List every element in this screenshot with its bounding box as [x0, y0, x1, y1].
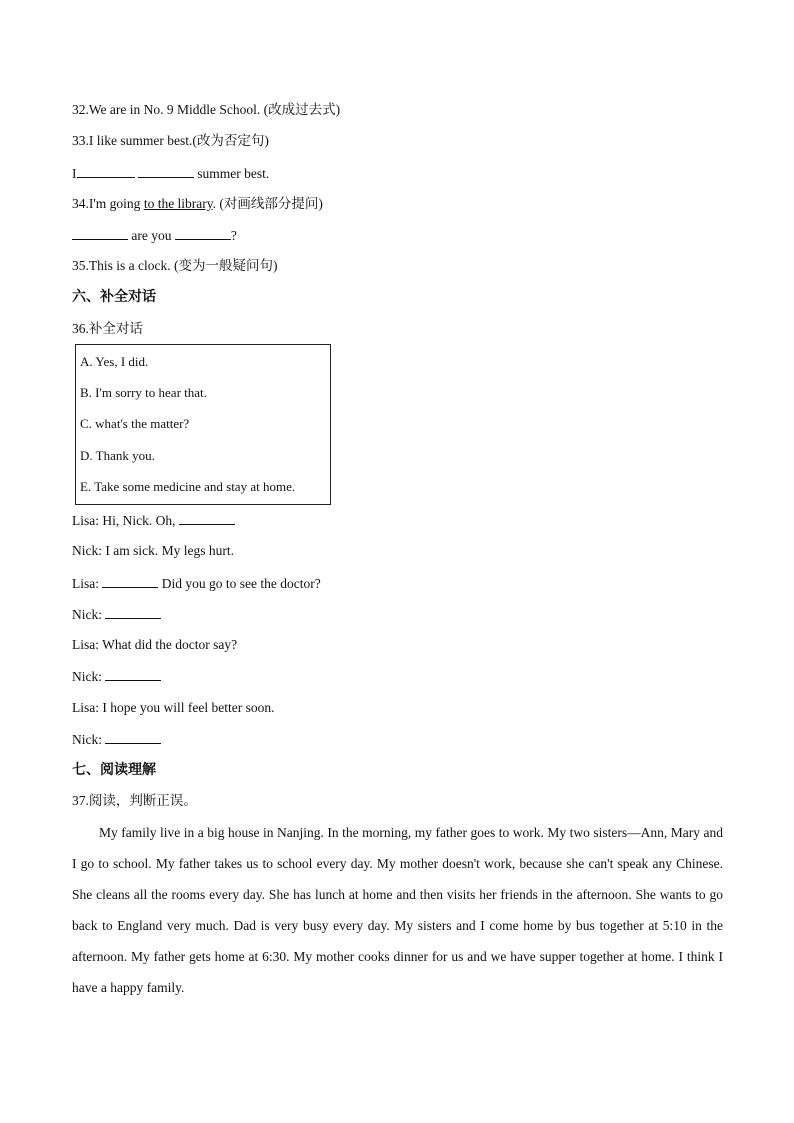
dialogue-text: Nick: — [72, 607, 106, 622]
answer-blank[interactable] — [105, 730, 161, 744]
question-33-answer-line — [72, 164, 269, 183]
answer-blank[interactable] — [179, 511, 235, 525]
answer-blank[interactable] — [175, 226, 231, 240]
section-7-title: 七、阅读理解 — [72, 762, 156, 778]
dialogue-line — [72, 667, 161, 686]
dialogue-text-after: Did you go to see the doctor? — [158, 576, 321, 591]
dialogue-line — [72, 605, 161, 624]
dialogue-text: Nick: I am sick. My legs hurt. — [72, 543, 234, 558]
q34-suffix: . (对画线部分提问) — [212, 196, 323, 211]
dialogue-line — [72, 699, 274, 717]
dialogue-text: Nick: — [72, 732, 106, 747]
dialogue-line — [72, 511, 235, 530]
section-6-title: 六、补全对话 — [72, 289, 156, 305]
answer-end: ? — [230, 228, 237, 243]
question-34 — [72, 195, 323, 213]
dialogue-line — [72, 636, 237, 654]
answer-middle: are you — [131, 228, 172, 243]
dialogue-text: Lisa: — [72, 576, 103, 591]
answer-end: summer best. — [197, 166, 270, 181]
answer-blank[interactable] — [138, 164, 194, 178]
question-35: 35.This is a clock. (变为一般疑问句) — [72, 258, 278, 273]
question-36: 36.补全对话 — [72, 321, 143, 336]
option-a: A. Yes, I did. — [80, 354, 149, 369]
answer-start: I — [72, 166, 77, 181]
dialogue-text: Lisa: I hope you will feel better soon. — [72, 700, 275, 715]
answer-blank[interactable] — [102, 574, 158, 588]
answer-blank[interactable] — [105, 605, 161, 619]
dialogue-line — [72, 542, 234, 560]
question-37: 37.阅读，判断正误。 — [72, 793, 197, 808]
question-34-answer-line — [72, 226, 237, 245]
dialogue-line — [72, 730, 161, 749]
question-33: 33.I like summer best.(改为否定句) — [72, 133, 269, 148]
answer-blank[interactable] — [105, 667, 161, 681]
q34-underlined: to the library — [143, 196, 213, 211]
dialogue-line — [72, 574, 321, 593]
answer-blank[interactable] — [77, 164, 135, 178]
option-d: D. Thank you. — [80, 448, 155, 463]
options-box — [75, 344, 331, 505]
dialogue-text: Lisa: What did the doctor say? — [72, 637, 238, 652]
answer-blank[interactable] — [72, 226, 128, 240]
question-32: 32.We are in No. 9 Middle School. (改成过去式) — [72, 102, 341, 117]
q34-prefix: 34.I'm going — [72, 196, 144, 211]
option-c: C. what's the matter? — [80, 416, 190, 431]
option-b: B. I'm sorry to hear that. — [80, 385, 207, 400]
reading-passage: My family live in a big house in Nanjing. In the morning, my father goes to work. My two sisters—Ann, Mary and I go to school. My father takes us to school every day. My mother doesn't work, because she can't speak any Chinese. She cleans all the rooms every day. She has lunch at home and then visits her friends in the afternoon. She wants to go back to England very much. Dad is very busy every day. My sisters and I come home by bus together at 5:10 in the afternoon. My father gets home at 6:30. My mother cooks dinner for us and we have supper together at home. I think I have a happy family. — [72, 825, 723, 995]
dialogue-text: Nick: — [72, 669, 106, 684]
option-e: E. Take some medicine and stay at home. — [80, 479, 296, 494]
dialogue-text: Lisa: Hi, Nick. Oh, — [72, 513, 179, 528]
